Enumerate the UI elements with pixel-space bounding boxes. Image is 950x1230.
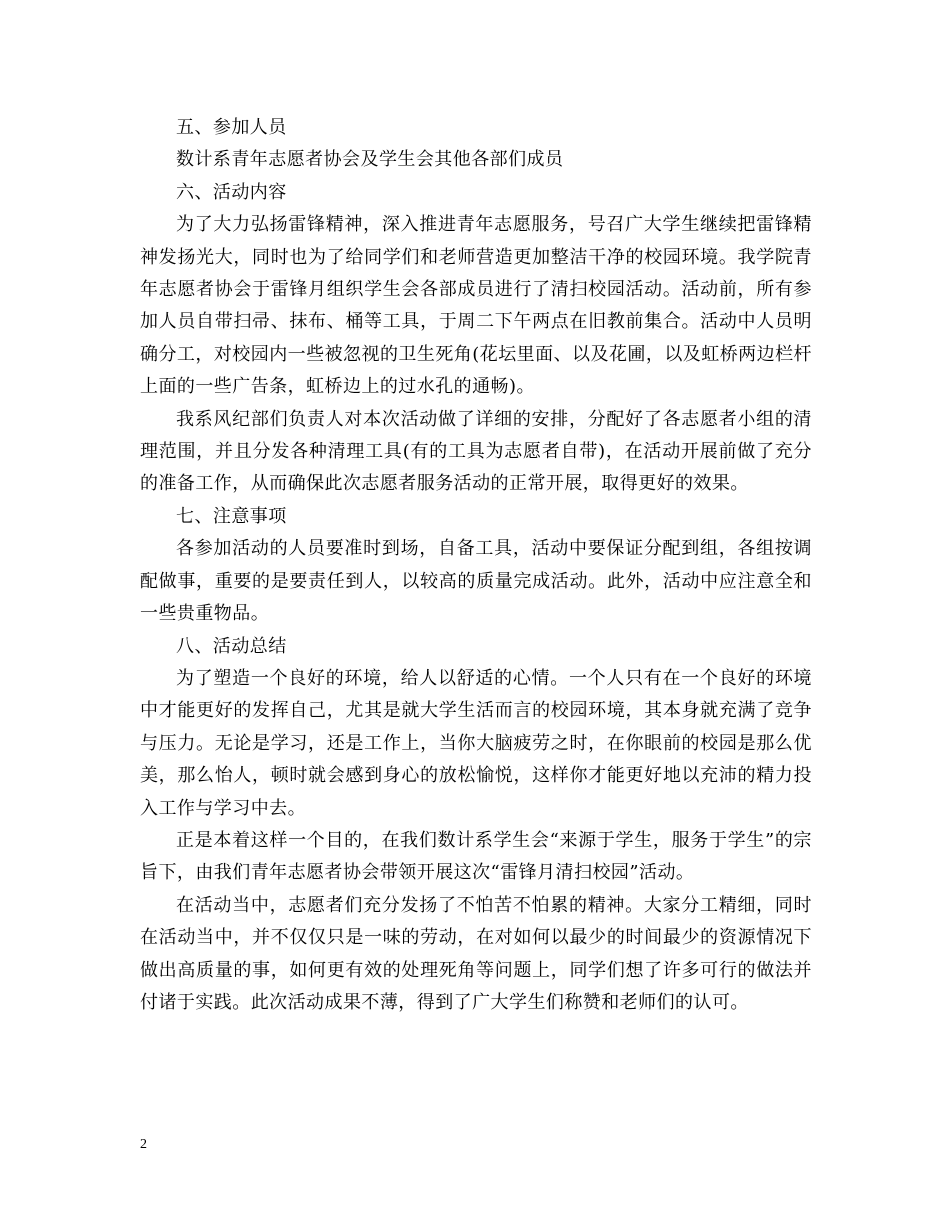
document-body xyxy=(140,112,812,1019)
summary-paragraph-3: 在活动当中，志愿者们充分发扬了不怕苦不怕累的精神。大家分工精细，同时在活动当中，并不仅仅只是一味的劳动，在对如何以最少的时间最少的资源情况下做出高质量的事，如何更有效的处理死角等问题上，同学们想了许多可行的做法并付诸于实践。此次活动成果不薄，得到了广大学生们称赞和老师们的认可。 xyxy=(140,894,812,1013)
section-heading-participants: 五、参加人员 xyxy=(176,117,287,138)
section-heading-activity-content: 六、活动内容 xyxy=(176,181,287,203)
page-number: 2 xyxy=(140,1137,147,1152)
summary-paragraph-1: 为了塑造一个良好的环境，给人以舒适的心情。一个人只有在一个良好的环境中才能更好的发挥自己，尤其是就大学生活而言的校园环境，其本身就充满了竞争与压力。无论是学习，还是工作上，当你大脑疲劳之时，在你眼前的校园是那么优美，那么怡人，顿时就会感到身心的放松愉悦，这样你才能更好地以充沛的精力投入工作与学习中去。 xyxy=(140,667,812,819)
participants-text: 数计系青年志愿者协会及学生会其他各部们成员 xyxy=(176,149,564,171)
activity-content-paragraph-2: 我系风纪部们负责人对本次活动做了详细的安排，分配好了各志愿者小组的清理范围，并且分发各种清理工具(有的工具为志愿者自带)，在活动开展前做了充分的准备工作，从而确保此次志愿者服务活动的正常开展，取得更好的效果。 xyxy=(140,408,812,495)
activity-content-paragraph-1: 为了大力弘扬雷锋精神，深入推进青年志愿服务，号召广大学生继续把雷锋精神发扬光大，同时也为了给同学们和老师营造更加整洁干净的校园环境。我学院青年志愿者协会于雷锋月组织学生会各部成员进行了清扫校园活动。活动前，所有参加人员自带扫帚、抹布、桶等工具，于周二下午两点在旧教前集合。活动中人员明确分工，对校园内一些被忽视的卫生死角(花坛里面、以及花圃，以及虹桥两边栏杆上面的一些广告条，虹桥边上的过水孔的通畅)。 xyxy=(140,214,812,398)
summary-paragraph-2: 正是本着这样一个目的，在我们数计系学生会“来源于学生，服务于学生”的宗旨下，由我们青年志愿者协会带领开展这次“雷锋月清扫校园”活动。 xyxy=(140,829,812,884)
section-heading-summary: 八、活动总结 xyxy=(176,635,287,657)
notes-paragraph: 各参加活动的人员要准时到场，自备工具，活动中要保证分配到组，各组按调配做事，重要的是要责任到人，以较高的质量完成活动。此外，活动中应注意全和一些贵重物品。 xyxy=(140,538,812,625)
section-heading-notes: 七、注意事项 xyxy=(176,505,287,527)
